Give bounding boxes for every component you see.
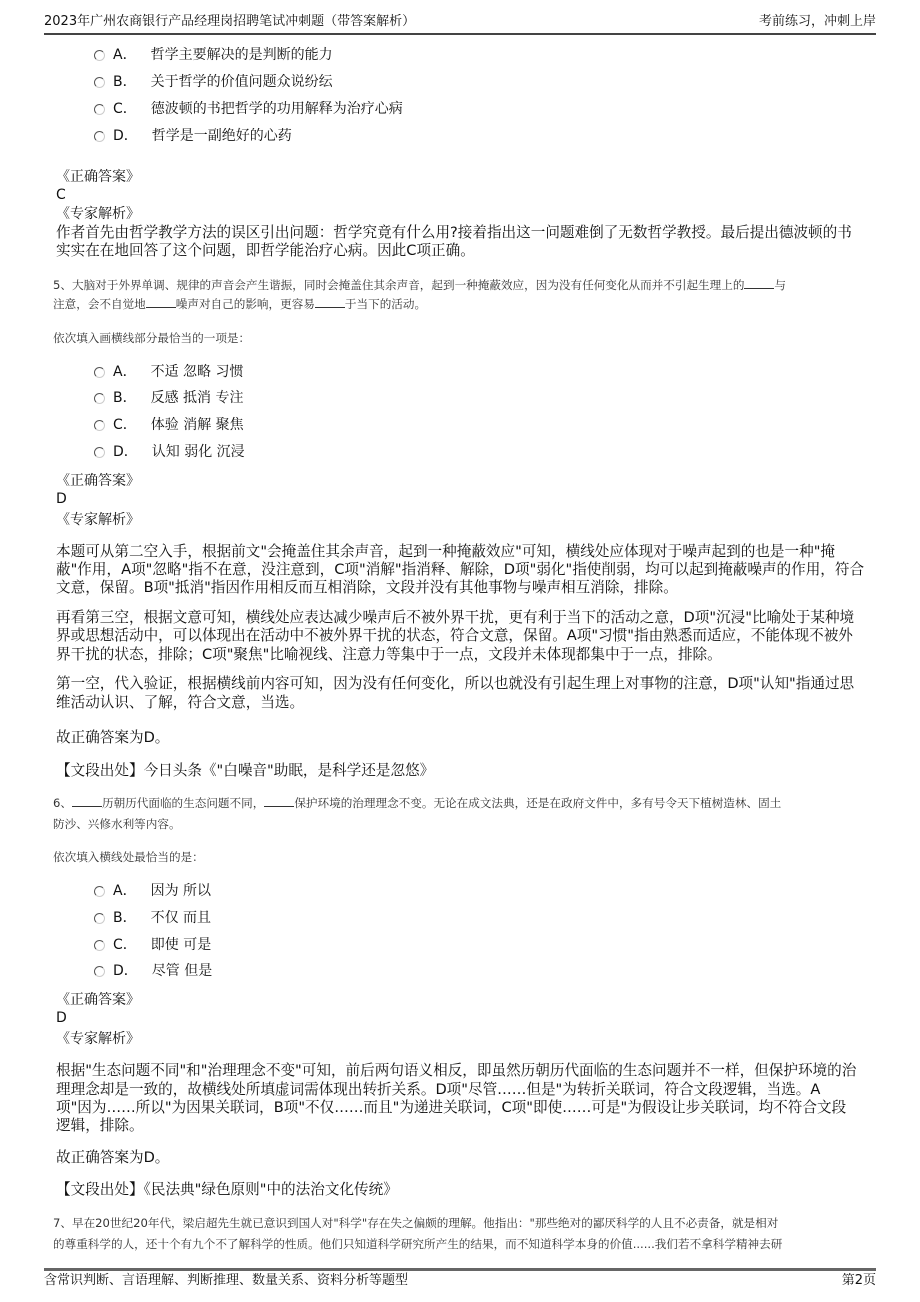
question-stem: 5、大脑对于外界单调、规律的声音会产生谐振，同时会掩盖住其余声音，起到一种掩蔽效应，因为没有任何变化从而并不引起生理上的 与 [53,278,787,292]
question-prompt: 依次填入画横线部分最恰当的一项是： [53,331,251,345]
question-prompt: 依次填入横线处最恰当的是： [53,850,204,864]
radio-icon[interactable] [94,913,105,924]
option-d[interactable]: D． 尽管 但是 [94,962,212,980]
analysis-line: 蔽"作用，A项"忽略"指不在意，没注意到，C项"消解"指消释、解除，D项"弱化"指使削弱，均可以起到掩蔽噪声的作用，符合 [56,561,865,578]
radio-icon[interactable] [94,420,105,431]
option-a[interactable]: A． 不适 忽略 习惯 [94,363,243,381]
question-stem: 注意，会不自觉地 噪声对自己的影响，更容易 于当下的活动。 [53,297,427,311]
footer-text: 含常识判断、言语理解、判断推理、数量关系、资料分析等题型 [44,1273,409,1288]
analysis-line: 项"因为……所以"为因果关联词，B项"不仅……而且"为递进关联词，C项"即使……可是"为假设让步关联词，均不符合文段 [56,1099,847,1116]
answer-label: 《正确答案》 [56,169,140,185]
analysis-line: 逻辑，排除。 [56,1117,144,1134]
page-number: 第2页 [841,1273,876,1288]
answer: C [56,187,66,203]
option-d[interactable]: D． 认知 弱化 沉浸 [94,443,245,461]
analysis-label: 《专家解析》 [56,512,140,528]
header-rule [44,33,876,35]
option-c[interactable]: C． 体验 消解 聚焦 [94,416,244,434]
option-b[interactable]: B． 反感 抵消 专注 [94,389,244,407]
radio-icon[interactable] [94,77,105,88]
answer: D [56,491,67,507]
analysis-line: 界或思想活动中，可以体现出在活动中不被外界干扰的状态，符合文意，保留。A项"习惯"指由熟悉而适应，不能体现不被外 [56,627,853,644]
conclusion: 故正确答案为D。 [56,729,170,746]
conclusion: 故正确答案为D。 [56,1149,170,1166]
option-b[interactable]: B． 关于哲学的价值问题众说纷纭 [94,73,333,91]
header-title: 2023年广州农商银行产品经理岗招聘笔试冲刺题（带答案解析） [44,14,416,29]
analysis-line: 根据"生态问题不同"和"治理理念不变"可知，前后两句语义相反，即虽然历朝历代面临的生态问题并不一样，但保护环境的治 [56,1062,857,1079]
question-stem: 的尊重科学的人，还十个有九个不了解科学的性质。他们只知道科学研究所产生的结果，而不知道科学本身的价值......我们若不拿科学精神去研 [53,1237,783,1251]
option-c[interactable]: C． 即使 可是 [94,936,211,954]
analysis-label: 《专家解析》 [56,1031,140,1047]
radio-icon[interactable] [94,367,105,378]
source: 【文段出处】《民法典"绿色原则"中的法治文化传统》 [56,1181,398,1198]
analysis-line: 本题可从第二空入手，根据前文"会掩盖住其余声音，起到一种掩蔽效应"可知，横线处应体现对于噪声起到的也是一种"掩 [56,543,836,560]
radio-icon[interactable] [94,447,105,458]
analysis-line: 文意，保留。B项"抵消"指因作用相反而互相消除，文段并没有其他事物与噪声相互消除，排除。 [56,579,678,596]
radio-icon[interactable] [94,966,105,977]
answer-label: 《正确答案》 [56,992,140,1008]
analysis-line: 再看第三空，根据文意可知，横线处应表达减少噪声后不被外界干扰，更有利于当下的活动之意，D项"沉浸"比喻处于某种境 [56,609,855,626]
header-slogan: 考前练习，冲刺上岸 [758,14,876,29]
footer-rule [44,1268,876,1271]
option-d[interactable]: D． 哲学是一副绝好的心药 [94,127,292,145]
analysis-line: 维活动认识、了解，符合文意，当选。 [56,694,305,711]
source: 【文段出处】今日头条《"白噪音"助眠，是科学还是忽悠》 [56,762,435,779]
radio-icon[interactable] [94,940,105,951]
option-c[interactable]: C． 德波顿的书把哲学的功用解释为治疗心病 [94,100,403,118]
analysis-label: 《专家解析》 [56,206,140,222]
question-stem: 6、 历朝历代面临的生态问题不同， 保护环境的治理理念不变。无论在成文法典，还是在政府文件中，多有号令天下植树造林、固土 [53,796,782,810]
analysis-line: 第一空，代入验证，根据横线前内容可知，因为没有任何变化，所以也就没有引起生理上对事物的注意，D项"认知"指通过思 [56,675,855,692]
radio-icon[interactable] [94,104,105,115]
analysis-line: 作者首先由哲学教学方法的误区引出问题：哲学究竟有什么用?接着指出这一问题难倒了无数哲学教授。最后提出德波顿的书 [56,224,852,241]
question-stem: 防沙、兴修水利等内容。 [53,817,181,831]
analysis-line: 理理念却是一致的，故横线处所填虚词需体现出转折关系。D项"尽管……但是"为转折关联词，符合文段逻辑，当选。A [56,1081,821,1098]
analysis-line: 实实在在地回答了这个问题，即哲学能治疗心病。因此C项正确。 [56,242,475,259]
question-stem: 7、早在20世纪20年代，梁启超先生就已意识到国人对"科学"存在失之偏颇的理解。他指出："那些绝对的鄙厌科学的人且不必责备，就是相对 [53,1216,779,1230]
analysis-line: 界干扰的状态，排除；C项"聚焦"比喻视线、注意力等集中于一点，文段并未体现都集中于一点，排除。 [56,646,722,663]
radio-icon[interactable] [94,131,105,142]
answer-label: 《正确答案》 [56,473,140,489]
radio-icon[interactable] [94,886,105,897]
radio-icon[interactable] [94,50,105,61]
answer: D [56,1010,67,1026]
radio-icon[interactable] [94,393,105,404]
option-a[interactable]: A． 哲学主要解决的是判断的能力 [94,46,333,64]
option-b[interactable]: B． 不仅 而且 [94,909,211,927]
option-a[interactable]: A． 因为 所以 [94,882,211,900]
